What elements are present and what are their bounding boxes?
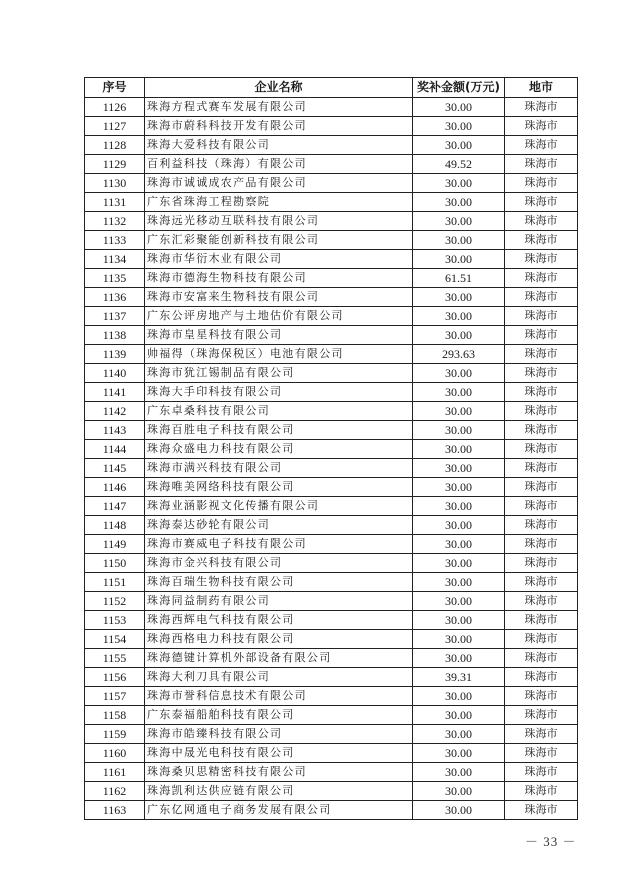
subsidy-amount-cell: 30.00 [413, 440, 505, 459]
subsidy-amount-cell: 30.00 [413, 725, 505, 744]
company-name-cell: 珠海众盛电力科技有限公司 [145, 440, 413, 459]
city-cell: 珠海市 [505, 725, 578, 744]
serial-number-cell: 1163 [85, 801, 145, 820]
city-cell: 珠海市 [505, 174, 578, 193]
company-name-cell: 珠海西格电力科技有限公司 [145, 630, 413, 649]
company-name-cell: 珠海西辉电气科技有限公司 [145, 611, 413, 630]
company-name-cell: 珠海市誉科信息技术有限公司 [145, 687, 413, 706]
subsidy-amount-cell: 30.00 [413, 535, 505, 554]
header-serial-number: 序号 [85, 78, 145, 98]
company-name-cell: 珠海泰达砂轮有限公司 [145, 516, 413, 535]
subsidy-amount-cell: 30.00 [413, 763, 505, 782]
table-row [85, 554, 578, 573]
table-row [85, 364, 578, 383]
serial-number-cell: 1157 [85, 687, 145, 706]
subsidy-amount-cell: 30.00 [413, 497, 505, 516]
company-name-cell: 珠海大利刀具有限公司 [145, 668, 413, 687]
subsidy-amount-cell: 30.00 [413, 801, 505, 820]
city-cell: 珠海市 [505, 611, 578, 630]
city-cell: 珠海市 [505, 497, 578, 516]
subsidy-amount-cell: 30.00 [413, 98, 505, 117]
serial-number-cell: 1141 [85, 383, 145, 402]
table-row [85, 592, 578, 611]
serial-number-cell: 1137 [85, 307, 145, 326]
company-name-cell: 珠海凯利达供应链有限公司 [145, 782, 413, 801]
subsidy-amount-cell: 30.00 [413, 706, 505, 725]
company-name-cell: 珠海大爱科技有限公司 [145, 136, 413, 155]
table-row [85, 174, 578, 193]
table-row [85, 155, 578, 174]
city-cell: 珠海市 [505, 269, 578, 288]
table-row [85, 611, 578, 630]
serial-number-cell: 1152 [85, 592, 145, 611]
city-cell: 珠海市 [505, 288, 578, 307]
serial-number-cell: 1132 [85, 212, 145, 231]
table-row [85, 231, 578, 250]
table-row [85, 136, 578, 155]
serial-number-cell: 1130 [85, 174, 145, 193]
company-name-cell: 珠海桑贝思精密科技有限公司 [145, 763, 413, 782]
serial-number-cell: 1131 [85, 193, 145, 212]
company-name-cell: 珠海中晟光电科技有限公司 [145, 744, 413, 763]
serial-number-cell: 1127 [85, 117, 145, 136]
table-row [85, 345, 578, 364]
city-cell: 珠海市 [505, 516, 578, 535]
subsidy-amount-cell: 30.00 [413, 592, 505, 611]
serial-number-cell: 1159 [85, 725, 145, 744]
city-cell: 珠海市 [505, 193, 578, 212]
subsidy-amount-cell: 30.00 [413, 193, 505, 212]
table-body [85, 98, 578, 820]
table-row [85, 782, 578, 801]
company-name-cell: 珠海市皇星科技有限公司 [145, 326, 413, 345]
company-name-cell: 珠海市安富来生物科技有限公司 [145, 288, 413, 307]
serial-number-cell: 1142 [85, 402, 145, 421]
table-header-row [85, 78, 578, 98]
table-row [85, 307, 578, 326]
serial-number-cell: 1148 [85, 516, 145, 535]
table-row [85, 421, 578, 440]
table-row [85, 326, 578, 345]
serial-number-cell: 1143 [85, 421, 145, 440]
page-number: － 33 － [525, 834, 577, 849]
company-name-cell: 珠海市蔚科科技开发有限公司 [145, 117, 413, 136]
subsidy-amount-cell: 30.00 [413, 630, 505, 649]
subsidy-amount-cell: 39.31 [413, 668, 505, 687]
table-row [85, 193, 578, 212]
city-cell: 珠海市 [505, 250, 578, 269]
company-name-cell: 珠海大手印科技有限公司 [145, 383, 413, 402]
subsidy-amount-cell: 30.00 [413, 649, 505, 668]
serial-number-cell: 1140 [85, 364, 145, 383]
company-name-cell: 珠海市金兴科技有限公司 [145, 554, 413, 573]
city-cell: 珠海市 [505, 592, 578, 611]
table-row [85, 725, 578, 744]
city-cell: 珠海市 [505, 554, 578, 573]
city-cell: 珠海市 [505, 668, 578, 687]
subsidy-amount-cell: 49.52 [413, 155, 505, 174]
subsidy-amount-cell: 30.00 [413, 212, 505, 231]
table-row [85, 516, 578, 535]
subsidy-amount-cell: 30.00 [413, 687, 505, 706]
serial-number-cell: 1155 [85, 649, 145, 668]
city-cell: 珠海市 [505, 535, 578, 554]
company-name-cell: 珠海唯美网络科技有限公司 [145, 478, 413, 497]
company-name-cell: 广东亿网通电子商务发展有限公司 [145, 801, 413, 820]
header-city: 地市 [505, 78, 578, 98]
city-cell: 珠海市 [505, 98, 578, 117]
serial-number-cell: 1156 [85, 668, 145, 687]
company-name-cell: 广东公评房地产与土地估价有限公司 [145, 307, 413, 326]
serial-number-cell: 1151 [85, 573, 145, 592]
serial-number-cell: 1128 [85, 136, 145, 155]
serial-number-cell: 1146 [85, 478, 145, 497]
serial-number-cell: 1154 [85, 630, 145, 649]
city-cell: 珠海市 [505, 687, 578, 706]
table-row [85, 288, 578, 307]
table-row [85, 535, 578, 554]
subsidy-amount-cell: 30.00 [413, 516, 505, 535]
city-cell: 珠海市 [505, 136, 578, 155]
serial-number-cell: 1144 [85, 440, 145, 459]
table-row [85, 440, 578, 459]
table-row [85, 573, 578, 592]
serial-number-cell: 1133 [85, 231, 145, 250]
header-company-name: 企业名称 [145, 78, 413, 98]
city-cell: 珠海市 [505, 231, 578, 250]
table-row [85, 459, 578, 478]
subsidy-amount-cell: 30.00 [413, 611, 505, 630]
city-cell: 珠海市 [505, 801, 578, 820]
table-row [85, 478, 578, 497]
serial-number-cell: 1161 [85, 763, 145, 782]
serial-number-cell: 1134 [85, 250, 145, 269]
table-row [85, 801, 578, 820]
serial-number-cell: 1160 [85, 744, 145, 763]
table-row [85, 212, 578, 231]
subsidy-amount-cell: 61.51 [413, 269, 505, 288]
company-name-cell: 珠海市赛威电子科技有限公司 [145, 535, 413, 554]
subsidy-amount-cell: 30.00 [413, 554, 505, 573]
company-name-cell: 珠海德键计算机外部设备有限公司 [145, 649, 413, 668]
table-row [85, 98, 578, 117]
table-row [85, 117, 578, 136]
subsidy-amount-cell: 30.00 [413, 744, 505, 763]
city-cell: 珠海市 [505, 782, 578, 801]
company-name-cell: 珠海市诚诚成农产品有限公司 [145, 174, 413, 193]
serial-number-cell: 1136 [85, 288, 145, 307]
company-name-cell: 广东省珠海工程勘察院 [145, 193, 413, 212]
city-cell: 珠海市 [505, 459, 578, 478]
subsidy-amount-cell: 30.00 [413, 459, 505, 478]
table-row [85, 630, 578, 649]
subsidy-amount-cell: 30.00 [413, 383, 505, 402]
company-name-cell: 珠海同益制药有限公司 [145, 592, 413, 611]
serial-number-cell: 1139 [85, 345, 145, 364]
subsidy-amount-cell: 30.00 [413, 782, 505, 801]
serial-number-cell: 1147 [85, 497, 145, 516]
table-row [85, 402, 578, 421]
serial-number-cell: 1135 [85, 269, 145, 288]
subsidy-amount-cell: 30.00 [413, 117, 505, 136]
city-cell: 珠海市 [505, 706, 578, 725]
serial-number-cell: 1162 [85, 782, 145, 801]
subsidy-amount-cell: 30.00 [413, 174, 505, 193]
company-name-cell: 珠海百胜电子科技有限公司 [145, 421, 413, 440]
header-subsidy-amount: 奖补金额(万元) [413, 78, 505, 98]
table-row [85, 668, 578, 687]
subsidy-amount-cell: 30.00 [413, 573, 505, 592]
subsidy-amount-cell: 30.00 [413, 231, 505, 250]
company-name-cell: 珠海市犹江锡制品有限公司 [145, 364, 413, 383]
table-row [85, 497, 578, 516]
city-cell: 珠海市 [505, 117, 578, 136]
city-cell: 珠海市 [505, 573, 578, 592]
city-cell: 珠海市 [505, 478, 578, 497]
subsidy-table-container [84, 77, 578, 820]
company-name-cell: 百利益科技（珠海）有限公司 [145, 155, 413, 174]
company-name-cell: 珠海百瑞生物科技有限公司 [145, 573, 413, 592]
company-name-cell: 广东卓桑科技有限公司 [145, 402, 413, 421]
company-name-cell: 广东泰福船舶科技有限公司 [145, 706, 413, 725]
city-cell: 珠海市 [505, 402, 578, 421]
city-cell: 珠海市 [505, 345, 578, 364]
company-name-cell: 帅福得（珠海保税区）电池有限公司 [145, 345, 413, 364]
city-cell: 珠海市 [505, 763, 578, 782]
company-name-cell: 珠海远光移动互联科技有限公司 [145, 212, 413, 231]
company-name-cell: 珠海市华衍木业有限公司 [145, 250, 413, 269]
subsidy-amount-cell: 30.00 [413, 326, 505, 345]
serial-number-cell: 1149 [85, 535, 145, 554]
subsidy-amount-cell: 30.00 [413, 307, 505, 326]
serial-number-cell: 1158 [85, 706, 145, 725]
subsidy-amount-cell: 30.00 [413, 288, 505, 307]
city-cell: 珠海市 [505, 649, 578, 668]
table-row [85, 269, 578, 288]
company-name-cell: 珠海业涵影视文化传播有限公司 [145, 497, 413, 516]
city-cell: 珠海市 [505, 630, 578, 649]
serial-number-cell: 1129 [85, 155, 145, 174]
table-row [85, 687, 578, 706]
subsidy-amount-cell: 293.63 [413, 345, 505, 364]
subsidy-amount-cell: 30.00 [413, 402, 505, 421]
serial-number-cell: 1138 [85, 326, 145, 345]
company-name-cell: 广东汇彩聚能创新科技有限公司 [145, 231, 413, 250]
table-row [85, 744, 578, 763]
subsidy-amount-cell: 30.00 [413, 364, 505, 383]
serial-number-cell: 1126 [85, 98, 145, 117]
serial-number-cell: 1150 [85, 554, 145, 573]
serial-number-cell: 1153 [85, 611, 145, 630]
subsidy-amount-cell: 30.00 [413, 136, 505, 155]
subsidy-amount-cell: 30.00 [413, 250, 505, 269]
subsidy-amount-cell: 30.00 [413, 421, 505, 440]
table-row [85, 250, 578, 269]
city-cell: 珠海市 [505, 744, 578, 763]
city-cell: 珠海市 [505, 155, 578, 174]
city-cell: 珠海市 [505, 421, 578, 440]
subsidy-table [84, 77, 578, 820]
company-name-cell: 珠海方程式赛车发展有限公司 [145, 98, 413, 117]
table-row [85, 383, 578, 402]
serial-number-cell: 1145 [85, 459, 145, 478]
table-row [85, 706, 578, 725]
company-name-cell: 珠海市德海生物科技有限公司 [145, 269, 413, 288]
city-cell: 珠海市 [505, 307, 578, 326]
city-cell: 珠海市 [505, 383, 578, 402]
city-cell: 珠海市 [505, 364, 578, 383]
city-cell: 珠海市 [505, 440, 578, 459]
company-name-cell: 珠海市满兴科技有限公司 [145, 459, 413, 478]
company-name-cell: 珠海市皓臻科技有限公司 [145, 725, 413, 744]
subsidy-amount-cell: 30.00 [413, 478, 505, 497]
table-row [85, 763, 578, 782]
table-row [85, 649, 578, 668]
city-cell: 珠海市 [505, 212, 578, 231]
city-cell: 珠海市 [505, 326, 578, 345]
